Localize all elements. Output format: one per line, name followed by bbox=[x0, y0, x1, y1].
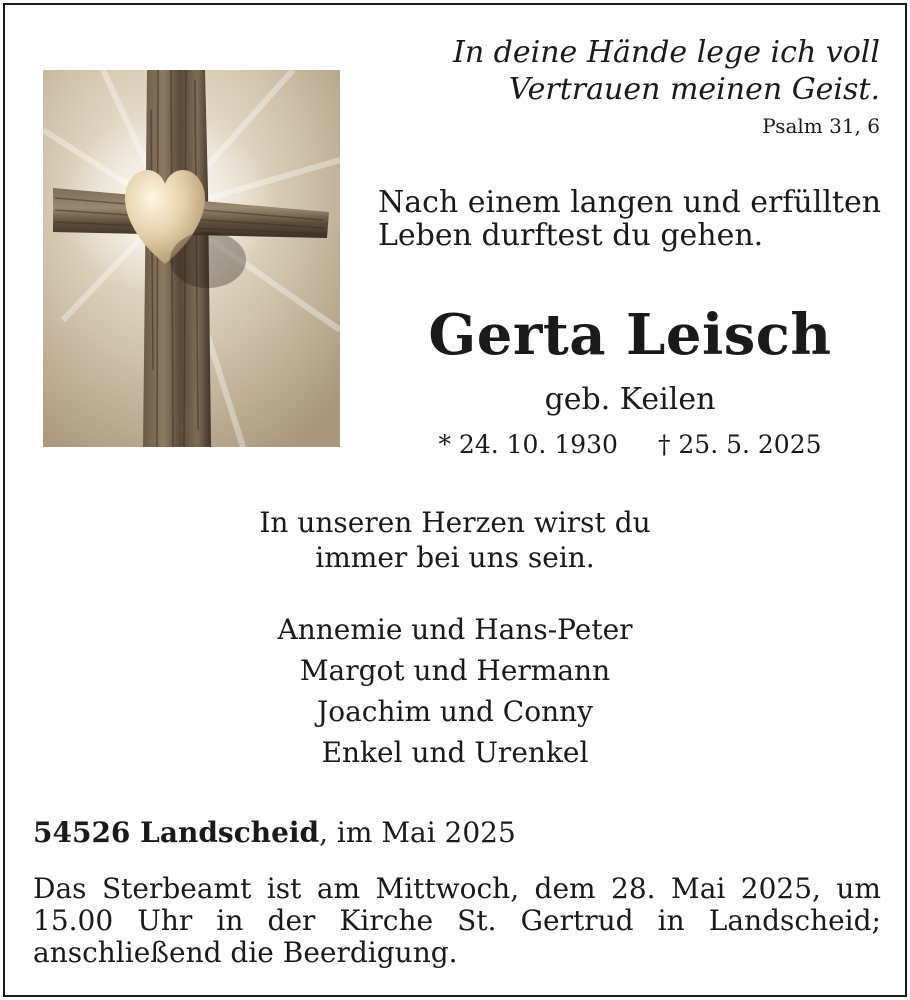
deceased-name: Gerta Leisch bbox=[428, 302, 832, 368]
intro-line-1: Nach einem langen und erfüllten bbox=[378, 185, 882, 220]
memorial-verse bbox=[40, 505, 870, 575]
quote-line-1: In deine Hände lege ich voll bbox=[452, 35, 880, 70]
mourner-entry: Margot und Hermann bbox=[299, 654, 611, 687]
service-line-3: anschließend die Beerdigung. bbox=[33, 936, 458, 969]
quote-line-2: Vertrauen meinen Geist. bbox=[508, 72, 880, 107]
place-location: 54526 Landscheid bbox=[33, 816, 320, 849]
birth-date: * 24. 10. 1930 bbox=[438, 430, 618, 459]
place-and-date bbox=[33, 815, 883, 851]
psalm-reference: Psalm 31, 6 bbox=[762, 114, 880, 138]
place-date: , im Mai 2025 bbox=[319, 816, 516, 849]
mourner-entry: Joachim und Conny bbox=[317, 695, 593, 728]
funeral-service-info bbox=[33, 873, 881, 969]
psalm-quote bbox=[320, 34, 880, 108]
service-line-1: Das Sterbeamt ist am Mittwoch, dem 28. Mai 2025, um bbox=[33, 872, 881, 905]
mourners-list bbox=[40, 609, 870, 773]
mourner-entry: Annemie und Hans-Peter bbox=[277, 613, 633, 646]
cross-heart-image bbox=[43, 70, 340, 447]
verse-line-1: In unseren Herzen wirst du bbox=[259, 506, 651, 539]
maiden-name: geb. Keilen bbox=[544, 382, 716, 417]
life-dates bbox=[380, 427, 880, 463]
intro-line-2: Leben durftest du gehen. bbox=[378, 218, 764, 253]
mourner-entry: Enkel und Urenkel bbox=[321, 736, 589, 769]
service-line-2: 15.00 Uhr in der Kirche St. Gertrud in Landscheid; bbox=[33, 904, 881, 937]
intro-text bbox=[378, 186, 888, 252]
death-date: † 25. 5. 2025 bbox=[657, 430, 822, 459]
verse-line-2: immer bei uns sein. bbox=[315, 541, 595, 574]
